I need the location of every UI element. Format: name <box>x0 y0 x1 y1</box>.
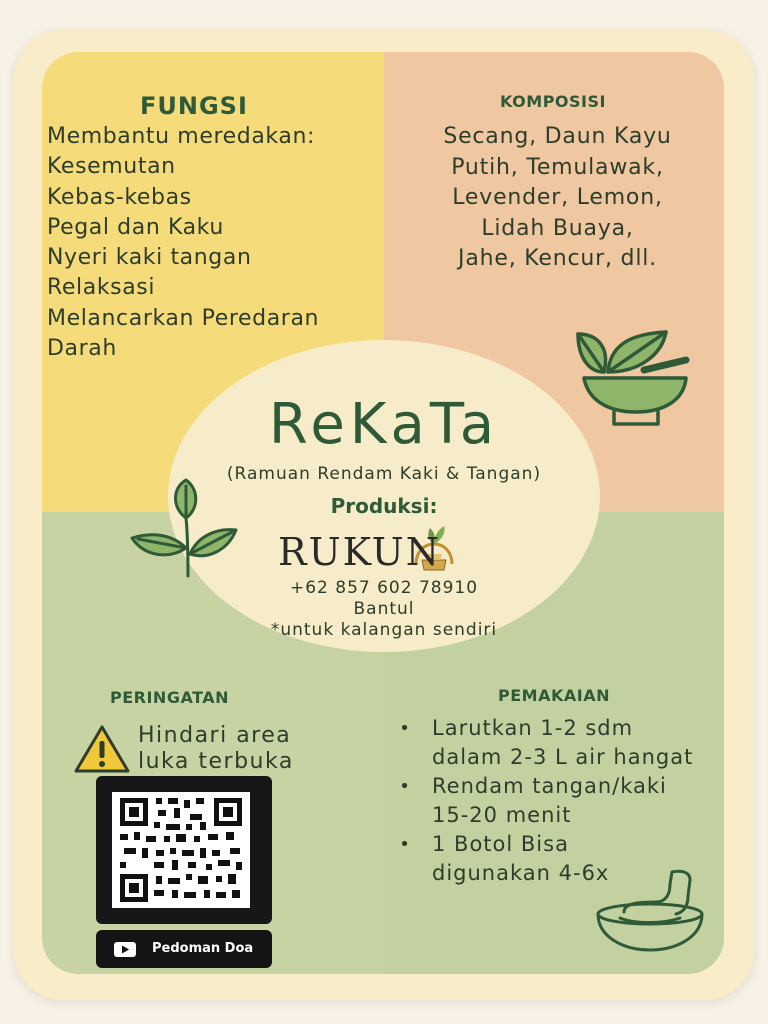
bullet: • <box>399 834 411 855</box>
rukun-logo-text: RUKUN <box>278 530 441 574</box>
fungsi-line: Kesemutan <box>47 154 176 180</box>
komposisi-line: Levender, Lemon, <box>452 185 663 210</box>
produksi-label: Produksi: <box>330 494 438 518</box>
rukun-logo <box>278 522 490 578</box>
qr-code-image <box>112 792 250 908</box>
pemakaian-line: Rendam tangan/kaki <box>432 774 667 798</box>
fungsi-line: Membantu meredakan: <box>47 124 315 149</box>
pemakaian-list <box>398 714 728 888</box>
komposisi-text <box>405 122 710 275</box>
pemakaian-line: 15-20 menit <box>432 803 572 827</box>
peringatan-title: PERINGATAN <box>110 688 230 707</box>
qr-code[interactable] <box>96 776 272 924</box>
komposisi-title: KOMPOSISI <box>500 92 606 111</box>
fungsi-list <box>47 122 319 364</box>
city-label: Bantul <box>353 599 415 619</box>
fungsi-line: Nyeri kaki tangan <box>47 245 252 271</box>
komposisi-line: Jahe, Kencur, dll. <box>458 246 657 271</box>
leaves-icon <box>128 478 240 578</box>
warning-triangle-icon <box>73 724 131 774</box>
pemakaian-line: 1 Botol Bisa <box>432 832 569 856</box>
fungsi-line: Pegal dan Kaku <box>47 214 224 240</box>
pedoman-doa-button[interactable] <box>96 930 272 968</box>
peringatan-line: Hindari area <box>138 723 292 748</box>
list-item <box>398 714 728 772</box>
pemakaian-line: digunakan 4-6x <box>432 861 610 885</box>
fungsi-line: Relaksasi <box>47 275 156 301</box>
peringatan-line: luka terbuka <box>138 749 294 774</box>
fungsi-line: Darah <box>47 336 117 362</box>
bullet: • <box>399 776 411 797</box>
brand-subtitle: (Ramuan Rendam Kaki & Tangan) <box>226 464 542 484</box>
qr-pattern <box>112 792 250 908</box>
komposisi-line: Lidah Buaya, <box>481 215 634 241</box>
phone-number: +62 857 602 78910 <box>289 578 479 598</box>
foot-basin-icon <box>594 866 706 954</box>
fungsi-line: Kebas-kebas <box>47 184 192 210</box>
pemakaian-line: dalam 2-3 L air hangat <box>432 745 694 769</box>
pedoman-doa-label: Pedoman Doa <box>152 941 254 956</box>
fungsi-line: Melancarkan Peredaran <box>47 305 320 331</box>
play-icon <box>114 942 136 957</box>
peringatan-text <box>138 723 294 775</box>
note-label: *untuk kalangan sendiri <box>270 620 498 640</box>
brand-title: ReKaTa <box>268 392 500 457</box>
pemakaian-line: Larutkan 1-2 sdm <box>432 716 634 740</box>
komposisi-line: Putih, Temulawak, <box>451 154 664 180</box>
list-item <box>398 772 728 830</box>
pemakaian-title: PEMAKAIAN <box>498 686 610 705</box>
bullet: • <box>399 718 411 739</box>
fungsi-title: FUNGSI <box>140 92 248 120</box>
komposisi-line: Secang, Daun Kayu <box>443 124 672 149</box>
